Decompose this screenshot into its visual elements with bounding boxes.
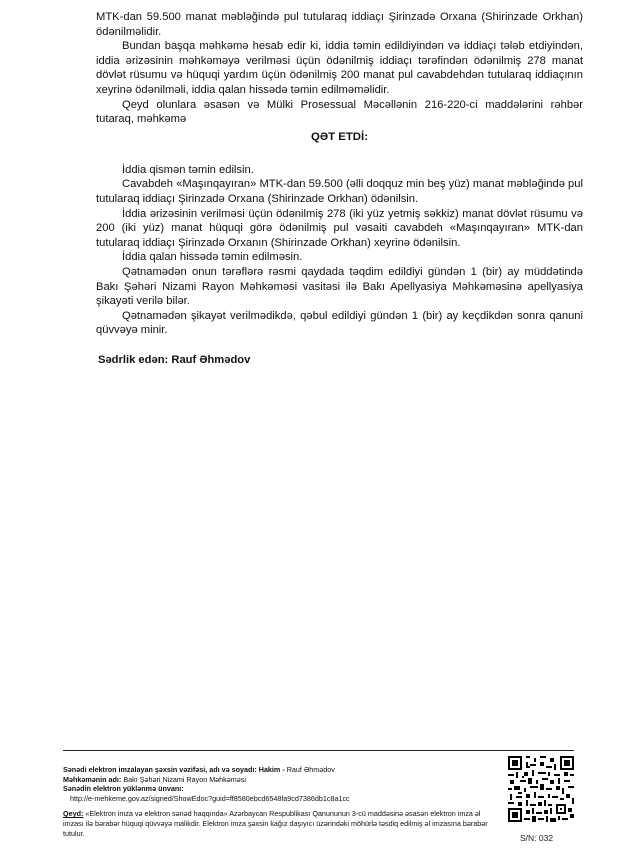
e-signature-footer bbox=[63, 750, 574, 838]
document-body bbox=[96, 10, 583, 367]
judge-signature: Sədrlik edən: Rauf Əhmədov bbox=[98, 353, 251, 366]
qr-code-icon bbox=[508, 756, 574, 822]
serial-number: S/N: 032 bbox=[520, 833, 554, 843]
resolution-item: Cavabdeh «Maşınqayıran» MTK-dan 59.500 (əlli doqquz min beş yüz) manat məbləğində pul tutularaq iddiaçı Şirinzadə Orxana (Shirinzade Orkhan) ödənilsin. bbox=[96, 178, 583, 205]
resolution-heading: QƏT ETDİ: bbox=[311, 130, 368, 143]
resolution-item: İddia ərizəsinin verilməsi üçün ödənilmiş 278 (iki yüz yetmiş səkkiz) manat dövlət rüsumu və 200 (iki yüz) manat hüquqi görə ödənilmiş pul vəsaiti cavabdeh «Maşınqayıran» MTK-dan tutularaq iddiaçı Şirinzadə Orxanın (Shirinzade Orkhan) xeyrinə ödənilsin. bbox=[96, 207, 583, 249]
paragraph: Qeyd olunlara əsasən və Mülki Prosessual Məcəllənin 216-220-ci maddələrini rəhbər tutaraq, məhkəmə bbox=[96, 98, 583, 126]
court-line: Məhkəmənin adı: Bakı Şəhəri Nizami Rayon Məhkəməsi bbox=[63, 774, 246, 784]
paragraph: Bundan başqa məhkəmə hesab edir ki, iddia təmin edildiyindən və iddiaçı tələb etdiyindən, iddia ərizəsinin məhkəməyə verilməsi üçün ödənilmiş iddiaçı tərəfindən ödənilmiş 278 manat dövlət rüsumu və hüquqi yardım üçün ödənilmiş 200 manat pul cavabdehdən tutularaq iddiaçının xeyrinə ödənilməli, iddia qalan hissədə təmin edilməməlidir. bbox=[96, 40, 583, 96]
resolution-item: İddia qismən təmin edilsin. bbox=[122, 163, 254, 176]
document-url-link[interactable]: http://e-mehkeme.gov.az/signed/ShowEdoc?guid=ff8580ebcd6548fa9cd7386db1c8a1cc bbox=[70, 793, 350, 803]
resolution-item: İddia qalan hissədə təmin edilməsin. bbox=[122, 251, 303, 264]
upload-address-label: Sənədin elektron yüklənmə ünvanı: bbox=[63, 784, 184, 794]
legal-note: Qeyd: «Elektron imza və elektron sənəd haqqında» Azərbaycan Respublikası Qanununun 3-cü maddəsinə əsasən elektron imza əl imzası ilə bərabər hüquqi qüvvəyə malikdir. Elektron imza şəxsin kağız daşıyıcı üzərindəki möhürlə təsdiq edilmiş əl imzasına bərabər tutulur. bbox=[63, 809, 488, 838]
resolution-item: Qətnamədən onun tərəflərə rəsmi qaydada təqdim edildiyi gündən 1 (bir) ay müddətində Bakı Şəhəri Nizami Rayon Məhkəməsi vasitəsi ilə Bakı Apellyasiya Məhkəməsinə apellyasiya şikayəti verilə bilər. bbox=[96, 265, 583, 308]
resolution-item: Qətnamədən şikayət verilmədikdə, qəbul edildiyi gündən 1 (bir) ay keçdikdən sonra qanuni qüvvəyə minir. bbox=[96, 309, 583, 337]
signer-line: Sənədi elektron imzalayan şəxsin vəzifəsi, adı və soyadı: Hakim - Rauf Əhmədov bbox=[63, 765, 335, 774]
paragraph: MTK-dan 59.500 manat məbləğində pul tutularaq iddiaçı Şirinzadə Orxana (Shirinzade Orkhan) ödənilməlidir. bbox=[96, 11, 583, 38]
